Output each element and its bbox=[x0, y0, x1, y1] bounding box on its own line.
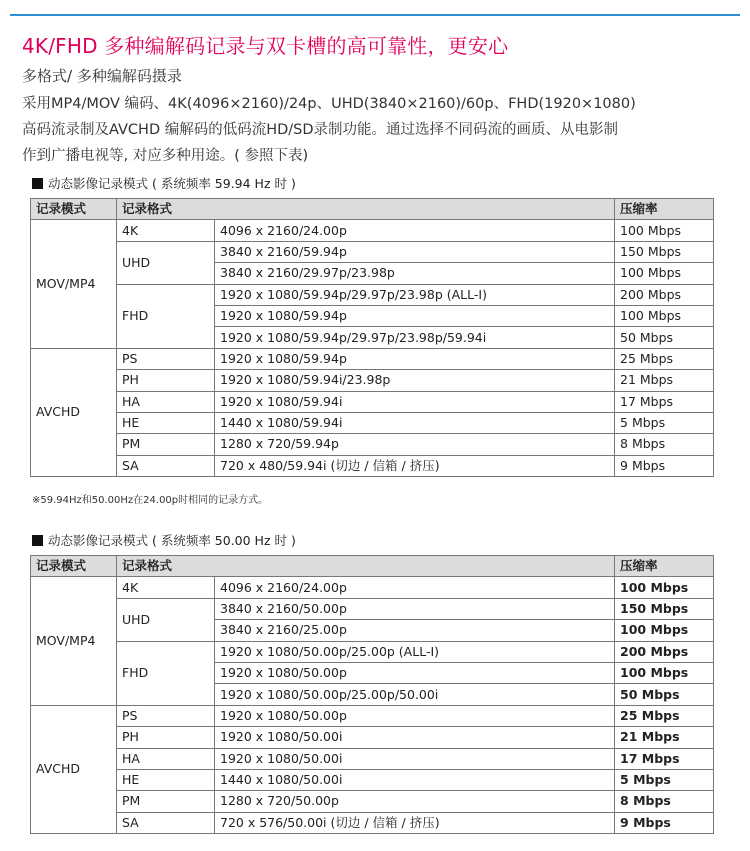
top-divider bbox=[10, 14, 740, 16]
table-row bbox=[31, 220, 714, 241]
format-cell: 1920 x 1080/59.94p/29.97p/23.98p/59.94i bbox=[215, 327, 615, 348]
table2-heading bbox=[32, 531, 296, 549]
header-mode: 记录模式 bbox=[31, 556, 117, 577]
table-row bbox=[31, 577, 714, 598]
description-line: 作到广播电视等, 对应多种用途。( 参照下表) bbox=[22, 148, 309, 164]
rate-cell: 17 Mbps bbox=[615, 391, 714, 412]
footnote: ※59.94Hz和50.00Hz在24.00p时相同的记录方式。 bbox=[32, 495, 269, 506]
format-cell: 3840 x 2160/59.94p bbox=[215, 241, 615, 262]
submode-cell: PS bbox=[117, 348, 215, 369]
table-row bbox=[31, 812, 714, 833]
table-row bbox=[31, 705, 714, 726]
recording-mode-table-59-94 bbox=[30, 198, 714, 477]
table-row bbox=[31, 748, 714, 769]
format-cell: 720 x 480/59.94i (切边 / 信箱 / 挤压) bbox=[215, 455, 615, 476]
recording-mode-table-50-00 bbox=[30, 555, 714, 834]
table-row bbox=[31, 241, 714, 262]
format-cell: 1280 x 720/59.94p bbox=[215, 434, 615, 455]
page-title: 4K/FHD 多种编解码记录与双卡槽的高可靠性，更安心 bbox=[22, 34, 509, 58]
submode-cell: HE bbox=[117, 769, 215, 790]
submode-cell: UHD bbox=[117, 241, 215, 284]
rate-cell: 150 Mbps bbox=[615, 241, 714, 262]
submode-cell: 4K bbox=[117, 220, 215, 241]
header-rate: 压缩率 bbox=[615, 199, 714, 220]
rate-cell: 50 Mbps bbox=[615, 684, 714, 705]
format-cell: 1920 x 1080/50.00p bbox=[215, 662, 615, 683]
table-row bbox=[31, 434, 714, 455]
format-cell: 1440 x 1080/50.00i bbox=[215, 769, 615, 790]
rate-cell: 8 Mbps bbox=[615, 791, 714, 812]
format-cell: 1920 x 1080/59.94p bbox=[215, 348, 615, 369]
table-row bbox=[31, 348, 714, 369]
rate-cell: 25 Mbps bbox=[615, 705, 714, 726]
description-line: 采用MP4/MOV 编码、4K(4096×2160)/24p、UHD(3840×2160)/60p、FHD(1920×1080) bbox=[22, 96, 636, 112]
mode-cell: MOV/MP4 bbox=[31, 220, 117, 348]
table-row bbox=[31, 370, 714, 391]
mode-cell: AVCHD bbox=[31, 348, 117, 476]
submode-cell: SA bbox=[117, 812, 215, 833]
section-subtitle: 多格式/ 多种编解码摄录 bbox=[22, 67, 182, 85]
table1-heading-text: 动态影像记录模式 ( 系统频率 59.94 Hz 时 ) bbox=[48, 176, 296, 191]
format-cell: 1920 x 1080/50.00p bbox=[215, 705, 615, 726]
rate-cell: 150 Mbps bbox=[615, 598, 714, 619]
submode-cell: PH bbox=[117, 370, 215, 391]
header-format: 记录格式 bbox=[117, 199, 615, 220]
format-cell: 4096 x 2160/24.00p bbox=[215, 577, 615, 598]
submode-cell: HE bbox=[117, 412, 215, 433]
header-row bbox=[31, 199, 714, 220]
format-cell: 1920 x 1080/59.94i/23.98p bbox=[215, 370, 615, 391]
table1-heading bbox=[32, 174, 296, 192]
rate-cell: 100 Mbps bbox=[615, 220, 714, 241]
submode-cell: 4K bbox=[117, 577, 215, 598]
mode-cell: MOV/MP4 bbox=[31, 577, 117, 705]
submode-cell: UHD bbox=[117, 598, 215, 641]
rate-cell: 21 Mbps bbox=[615, 727, 714, 748]
description bbox=[22, 91, 722, 169]
table-row bbox=[31, 391, 714, 412]
header-row bbox=[31, 556, 714, 577]
table-row bbox=[31, 769, 714, 790]
rate-cell: 9 Mbps bbox=[615, 455, 714, 476]
format-cell: 3840 x 2160/25.00p bbox=[215, 620, 615, 641]
format-cell: 720 x 576/50.00i (切边 / 信箱 / 挤压) bbox=[215, 812, 615, 833]
submode-cell: PH bbox=[117, 727, 215, 748]
rate-cell: 21 Mbps bbox=[615, 370, 714, 391]
rate-cell: 9 Mbps bbox=[615, 812, 714, 833]
table-row bbox=[31, 412, 714, 433]
format-cell: 1920 x 1080/50.00p/25.00p (ALL-I) bbox=[215, 641, 615, 662]
rate-cell: 100 Mbps bbox=[615, 620, 714, 641]
submode-cell: PM bbox=[117, 791, 215, 812]
submode-cell: SA bbox=[117, 455, 215, 476]
format-cell: 1920 x 1080/50.00i bbox=[215, 748, 615, 769]
format-cell: 3840 x 2160/50.00p bbox=[215, 598, 615, 619]
format-cell: 1920 x 1080/59.94p bbox=[215, 305, 615, 326]
submode-cell: FHD bbox=[117, 284, 215, 348]
submode-cell: HA bbox=[117, 748, 215, 769]
square-bullet-icon bbox=[32, 178, 43, 189]
format-cell: 1920 x 1080/50.00i bbox=[215, 727, 615, 748]
header-mode: 记录模式 bbox=[31, 199, 117, 220]
rate-cell: 100 Mbps bbox=[615, 305, 714, 326]
header-format: 记录格式 bbox=[117, 556, 615, 577]
rate-cell: 100 Mbps bbox=[615, 263, 714, 284]
format-cell: 3840 x 2160/29.97p/23.98p bbox=[215, 263, 615, 284]
submode-cell: HA bbox=[117, 391, 215, 412]
mode-cell: AVCHD bbox=[31, 705, 117, 833]
table-row bbox=[31, 598, 714, 619]
square-bullet-icon bbox=[32, 535, 43, 546]
rate-cell: 50 Mbps bbox=[615, 327, 714, 348]
format-cell: 1440 x 1080/59.94i bbox=[215, 412, 615, 433]
format-cell: 1920 x 1080/59.94p/29.97p/23.98p (ALL-I) bbox=[215, 284, 615, 305]
header-rate: 压缩率 bbox=[615, 556, 714, 577]
format-cell: 1920 x 1080/50.00p/25.00p/50.00i bbox=[215, 684, 615, 705]
table-row bbox=[31, 727, 714, 748]
rate-cell: 8 Mbps bbox=[615, 434, 714, 455]
table2-heading-text: 动态影像记录模式 ( 系统频率 50.00 Hz 时 ) bbox=[48, 533, 296, 548]
format-cell: 1280 x 720/50.00p bbox=[215, 791, 615, 812]
table-row bbox=[31, 641, 714, 662]
table-row bbox=[31, 455, 714, 476]
rate-cell: 100 Mbps bbox=[615, 577, 714, 598]
rate-cell: 5 Mbps bbox=[615, 769, 714, 790]
rate-cell: 100 Mbps bbox=[615, 662, 714, 683]
table-row bbox=[31, 284, 714, 305]
rate-cell: 200 Mbps bbox=[615, 284, 714, 305]
rate-cell: 25 Mbps bbox=[615, 348, 714, 369]
format-cell: 1920 x 1080/59.94i bbox=[215, 391, 615, 412]
rate-cell: 5 Mbps bbox=[615, 412, 714, 433]
submode-cell: FHD bbox=[117, 641, 215, 705]
description-line: 高码流录制及AVCHD 编解码的低码流HD/SD录制功能。通过选择不同码流的画质、从电影制 bbox=[22, 122, 619, 138]
submode-cell: PS bbox=[117, 705, 215, 726]
rate-cell: 17 Mbps bbox=[615, 748, 714, 769]
table-row bbox=[31, 791, 714, 812]
submode-cell: PM bbox=[117, 434, 215, 455]
format-cell: 4096 x 2160/24.00p bbox=[215, 220, 615, 241]
rate-cell: 200 Mbps bbox=[615, 641, 714, 662]
